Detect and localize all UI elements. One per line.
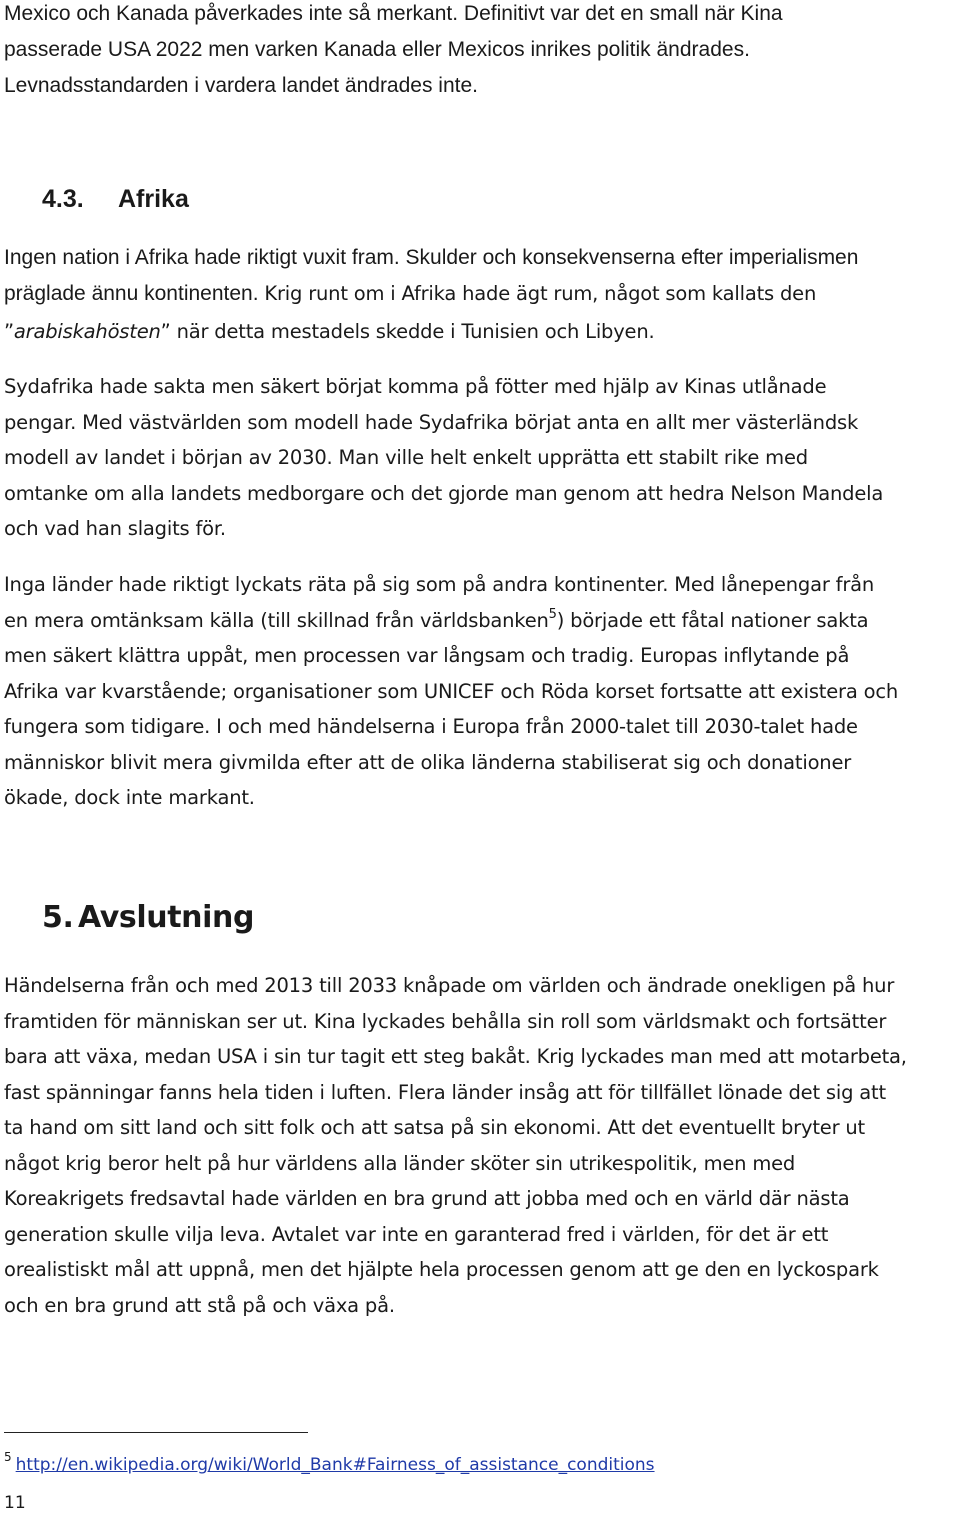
- paragraph-text: präglade ännu kontinenten.: [4, 282, 265, 305]
- paragraph-line: fungera som tidigare. I och med händelserna i Europa från 2000-talet till 2030-talet hade: [4, 715, 858, 738]
- paragraph-line: Koreakrigets fredsavtal hade världen en bra grund att jobba med och en värld där nästa: [4, 1187, 850, 1210]
- paragraph-line: och en bra grund att stå på och växa på.: [4, 1293, 395, 1317]
- avslutning-paragraph: [4, 968, 956, 1323]
- paragraph-line: [4, 603, 956, 639]
- paragraph-line: Ingen nation i Afrika hade riktigt vuxit fram. Skulder och konsekvenserna efter imperialismen: [4, 246, 859, 269]
- paragraph-line: orealistiskt mål att uppnå, men det hjälpte hela processen genom att ge den en lyckospark: [4, 1258, 879, 1281]
- section-heading-afrika: [42, 181, 189, 217]
- paragraph-text: en mera omtänksam källa (till skillnad från världsbanken: [4, 608, 549, 632]
- paragraph-text: Krig runt om i Afrika hade ägt rum, något som kallats den: [264, 282, 817, 305]
- paragraph-line: bara att växa, medan USA i sin tur tagit ett steg bakåt. Krig lyckades man med att motarbeta,: [4, 1045, 907, 1068]
- paragraph-line: passerade USA 2022 men varken Kanada eller Mexicos inrikes politik ändrades.: [4, 38, 750, 61]
- paragraph-line: fast spänningar fanns hela tiden i luften. Flera länder insåg att för tillfället lönade det sig att: [4, 1080, 886, 1104]
- page-number: 11: [4, 1493, 26, 1513]
- paragraph-line: Sydafrika hade sakta men säkert börjat komma på fötter med hjälp av Kinas utlånade: [4, 375, 827, 398]
- section-number: 4.3.: [42, 185, 84, 213]
- afrika-paragraph-3: [4, 567, 956, 816]
- paragraph-line: [4, 314, 956, 350]
- paragraph-line: omtanke om alla landets medborgare och det gjorde man genom att hedra Nelson Mandela: [4, 481, 884, 505]
- paragraph-line: Levnadsstandarden i vardera landet ändrades inte.: [4, 74, 478, 97]
- paragraph-line: modell av landet i början av 2030. Man ville helt enkelt upprätta ett stabilt rike med: [4, 446, 808, 469]
- emphasized-term: arabiskahösten: [13, 320, 161, 343]
- paragraph-line: men säkert klättra uppåt, men processen var långsam och tradig. Europas inflytande på: [4, 644, 850, 667]
- paragraph-text: ) började ett fåtal nationer sakta: [556, 608, 869, 632]
- paragraph-line: framtiden för människan ser ut. Kina lyckades behålla sin roll som världsmakt och fortsätter: [4, 1009, 887, 1033]
- section-heading-avslutning: [42, 898, 254, 938]
- paragraph-line: pengar. Med västvärlden som modell hade Sydafrika börjat anta en allt mer västerländsk: [4, 410, 859, 434]
- paragraph-line: och vad han slagits för.: [4, 517, 226, 540]
- section-number: 5.: [42, 900, 74, 935]
- open-quote: ”: [4, 320, 14, 343]
- paragraph-line: Mexico och Kanada påverkades inte så merkant. Definitivt var det en small när Kina: [4, 2, 783, 25]
- section-title: Avslutning: [78, 900, 255, 935]
- paragraph-line: Inga länder hade riktigt lyckats räta på sig som på andra kontinenter. Med lånepengar från: [4, 573, 875, 596]
- paragraph-line: [4, 276, 956, 314]
- paragraph-text: ” när detta mestadels skedde i Tunisien och Libyen.: [160, 320, 655, 343]
- footnote-link[interactable]: http://en.wikipedia.org/wiki/World_Bank#Fairness_of_assistance_conditions: [15, 1455, 655, 1475]
- afrika-paragraph-1: [4, 240, 956, 350]
- paragraph-line: Afrika var kvarstående; organisationer som UNICEF och Röda korset fortsatte att existera och: [4, 679, 898, 703]
- top-paragraph: [4, 0, 956, 104]
- paragraph-line: generation skulle vilja leva. Avtalet var inte en garanterad fred i världen, för det är ett: [4, 1222, 829, 1246]
- section-title: Afrika: [118, 185, 189, 213]
- paragraph-line: Händelserna från och med 2013 till 2033 knåpade om världen och ändrade onekligen på hur: [4, 974, 895, 997]
- paragraph-line: något krig beror helt på hur världens alla länder sköter sin utrikespolitik, men med: [4, 1151, 796, 1175]
- paragraph-line: människor blivit mera givmilda efter att de olika länderna stabiliserat sig och donationer: [4, 750, 852, 774]
- footnote-separator: [4, 1432, 308, 1433]
- paragraph-line: ta hand om sitt land och sitt folk och att satsa på sin ekonomi. Att det eventuellt bryter ut: [4, 1116, 865, 1139]
- footnote: [4, 1442, 655, 1480]
- paragraph-line: ökade, dock inte markant.: [4, 786, 255, 809]
- document-page: [4, 0, 956, 1515]
- footnote-mark: 5: [4, 1450, 12, 1464]
- footnote-reference: 5: [548, 606, 557, 622]
- afrika-paragraph-2: [4, 369, 956, 547]
